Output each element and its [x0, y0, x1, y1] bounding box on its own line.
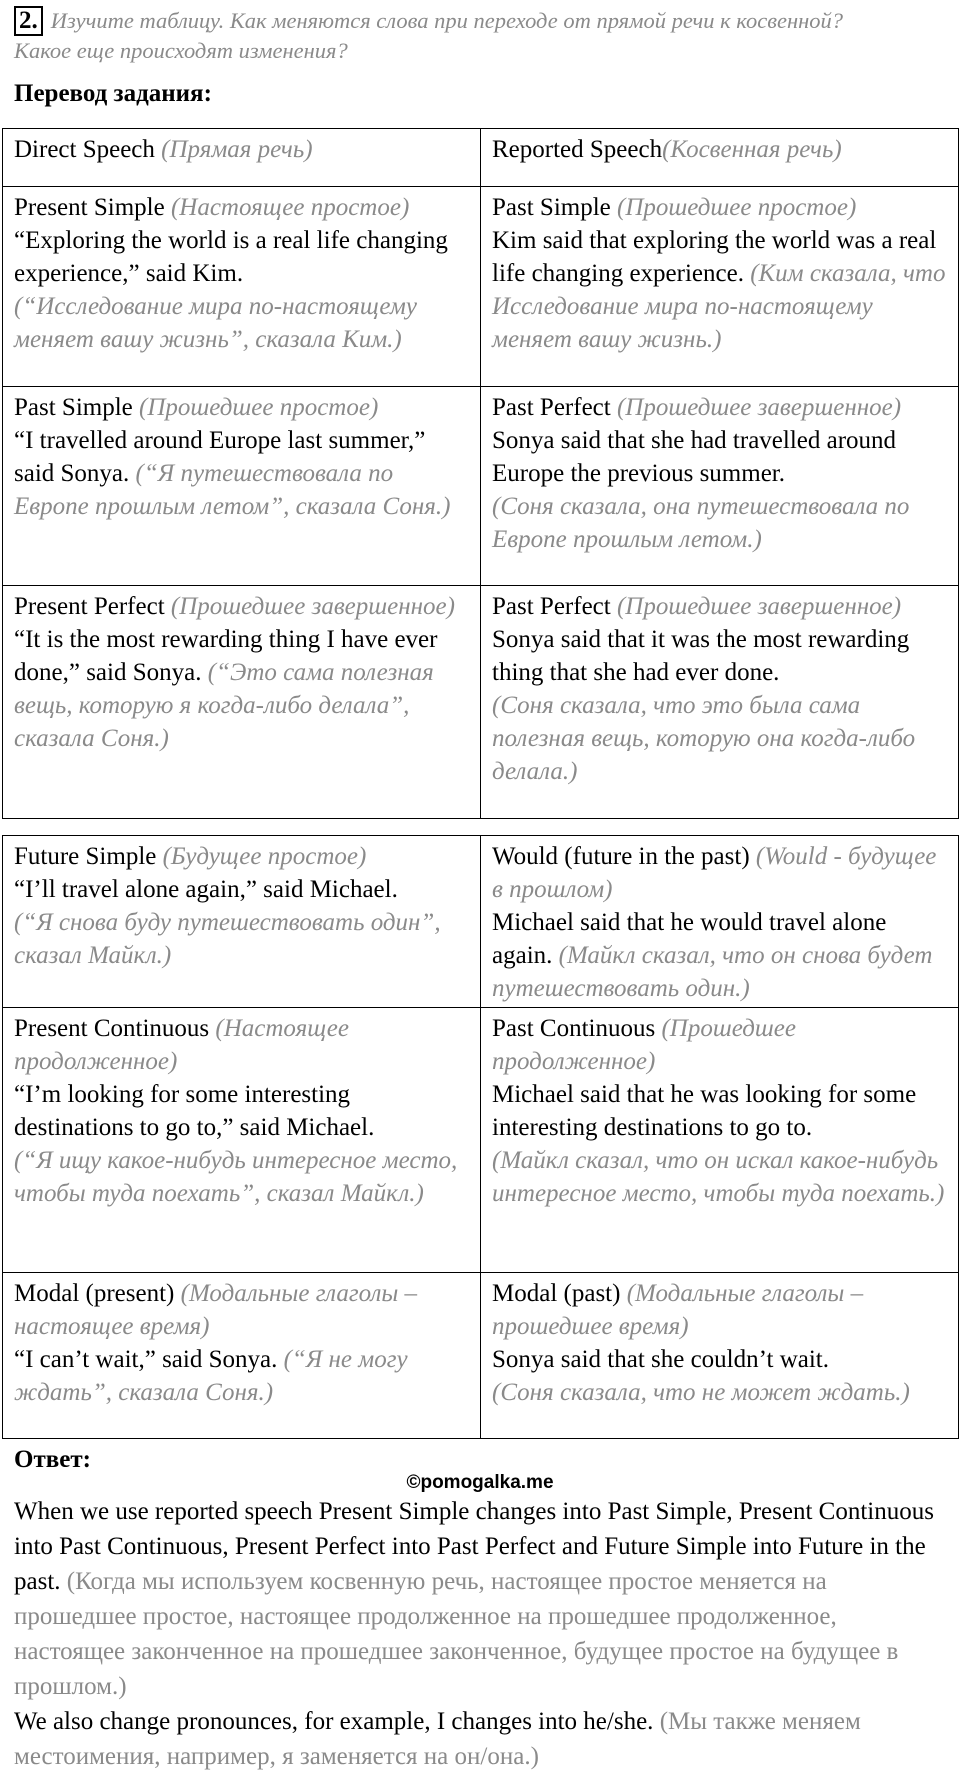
reported-cell [481, 836, 959, 1008]
table-row [3, 1008, 959, 1273]
direct-cell [3, 586, 481, 819]
example-sentence: “I travelled around Europe last summer,” said Sonya. [14, 427, 426, 487]
tense-label: Would (future in the past) [492, 843, 750, 870]
tense-label-ru: (Модальные глаголы – настоящее время) [14, 1280, 418, 1340]
header-reported-ru: (Косвенная речь) [662, 136, 842, 163]
tense-label-ru: (Модальные глаголы – прошедшее время) [492, 1280, 864, 1340]
translation-title: Перевод задания: [14, 80, 212, 107]
tense-label: Modal (present) [14, 1280, 175, 1307]
answer-p2-ru: (Мы также меняем местоимения, например, я заменяется на он/она.) [14, 1708, 861, 1770]
direct-cell [3, 187, 481, 387]
example-sentence-wrap [492, 906, 948, 1005]
tense-label-ru: (Настоящее простое) [170, 194, 410, 221]
header-reported-cell [481, 129, 959, 187]
tense-label-ru: (Прошедшее завершенное) [616, 394, 902, 421]
table-row [3, 1273, 959, 1439]
example-sentence: “I can’t wait,” said Sonya. [14, 1346, 278, 1373]
tense-label: Present Simple [14, 194, 165, 221]
header-direct-cell [3, 129, 481, 187]
example-sentence-ru: (“Это сама полезная вещь, которую я когда-либо делала”, сказала Соня.) [14, 659, 434, 752]
tense-label: Past Perfect [492, 593, 611, 620]
example-sentence-wrap [492, 224, 948, 356]
example-sentence: “Exploring the world is a real life changing experience,” said Kim. [14, 227, 448, 287]
answer-paragraph-1 [14, 1494, 949, 1704]
answer-p1-ru: (Когда мы используем косвенную речь, настоящее простое меняется на прошедшее простое, настоящее продолженное на прошедшее продолженное, настоящее законченное на прошедшее законченное, будущее простое на будущее в прошлом.) [14, 1568, 899, 1700]
reported-cell [481, 387, 959, 586]
example-sentence-wrap [14, 623, 470, 755]
example-sentence: Kim said that exploring the world was a real life changing experience. [492, 227, 937, 287]
example-sentence-wrap [14, 424, 470, 523]
task-instruction-line1: Изучите таблицу. Как меняются слова при переходе от прямой речи к косвенной? [50, 8, 844, 33]
tense-label-ru: (Прошедшее простое) [617, 194, 857, 221]
example-sentence: “I’ll travel alone again,” said Michael. [14, 876, 398, 903]
example-sentence: “It is the most rewarding thing I have ever done,” said Sonya. [14, 626, 438, 686]
reported-cell [481, 1273, 959, 1439]
example-sentence-ru: (“Я снова буду путешествовать один”, сказал Майкл.) [14, 909, 441, 969]
tense-label: Past Perfect [492, 394, 611, 421]
reported-cell [481, 586, 959, 819]
table-header-row [3, 129, 959, 187]
tense-label-ru: (Прошедшее продолженное) [492, 1015, 796, 1075]
example-sentence-ru: (Соня сказала, что это была сама полезная вещь, которую она когда-либо делала.) [492, 692, 916, 785]
tense-label-ru: (Прошедшее завершенное) [170, 593, 455, 620]
example-sentence-ru: (Соня сказала, она путешествовала по Европе прошлым летом.) [492, 493, 910, 553]
table-row [3, 187, 959, 387]
reported-cell [481, 1008, 959, 1273]
answer-text [14, 1494, 949, 1774]
direct-cell [3, 387, 481, 586]
tense-label: Present Perfect [14, 593, 165, 620]
answer-p1-en: When we use reported speech Present Simple changes into Past Simple, Present Continuous into Past Continuous, Present Perfect into Past Perfect and Future Simple into Future in the past. [14, 1498, 934, 1595]
task-number: 2. [14, 6, 43, 36]
tense-label-ru: (Настоящее продолженное) [14, 1015, 349, 1075]
example-sentence-ru: (Соня сказала, что не может ждать.) [492, 1379, 910, 1406]
example-sentence: Sonya said that she couldn’t wait. [492, 1346, 829, 1373]
tense-label: Past Continuous [492, 1015, 656, 1042]
direct-cell [3, 836, 481, 1008]
example-sentence-wrap [14, 1343, 470, 1409]
tense-label: Present Continuous [14, 1015, 210, 1042]
example-sentence: Sonya said that she had travelled around Europe the previous summer. [492, 427, 897, 487]
tense-label-ru: (Прошедшее простое) [139, 394, 379, 421]
answer-p2-en: We also change pronounces, for example, I changes into he/she. [14, 1708, 654, 1735]
task-instruction [14, 8, 944, 66]
speech-table-part-2 [2, 835, 959, 1439]
example-sentence-ru: (“Я ищу какое-нибудь интересное место, чтобы туда поехать”, сказал Майкл.) [14, 1147, 458, 1207]
watermark: ©pomogalka.me [406, 1472, 554, 1493]
tense-label-ru: (Would - будущее в прошлом) [492, 843, 937, 903]
header-direct-ru: (Прямая речь) [161, 136, 313, 163]
header-direct: Direct Speech [14, 136, 155, 163]
example-sentence-ru: (Майкл сказал, что он снова будет путешествовать один.) [492, 942, 933, 1002]
table-row [3, 586, 959, 819]
reported-cell [481, 187, 959, 387]
tense-label: Past Simple [14, 394, 133, 421]
example-sentence-ru: (“Я не могу ждать”, сказала Соня.) [14, 1346, 408, 1406]
tense-label-ru: (Прошедшее завершенное) [616, 593, 902, 620]
example-sentence-ru: (“Исследование мира по-настоящему меняет вашу жизнь”, сказала Ким.) [14, 293, 417, 353]
example-sentence-ru: (Майкл сказал, что он искал какое-нибудь интересное место, чтобы туда поехать.) [492, 1147, 945, 1207]
table-row [3, 836, 959, 1008]
tense-label: Modal (past) [492, 1280, 621, 1307]
table-row [3, 387, 959, 586]
example-sentence: Michael said that he would travel alone again. [492, 909, 887, 969]
task-header [14, 6, 944, 66]
answer-title: Ответ: [14, 1446, 91, 1473]
example-sentence-ru: (Ким сказала, что Исследование мира по-настоящему меняет вашу жизнь.) [492, 260, 946, 353]
example-sentence: Sonya said that it was the most rewarding thing that she had ever done. [492, 626, 910, 686]
tense-label: Past Simple [492, 194, 611, 221]
example-sentence: “I’m looking for some interesting destinations to go to,” said Michael. [14, 1081, 375, 1141]
speech-table-part-1 [2, 128, 959, 819]
direct-cell [3, 1008, 481, 1273]
header-reported: Reported Speech [492, 136, 663, 163]
example-sentence: Michael said that he was looking for some interesting destinations to go to. [492, 1081, 917, 1141]
example-sentence-ru: (“Я путешествовала по Европе прошлым летом”, сказала Соня.) [14, 460, 451, 520]
tense-label-ru: (Будущее простое) [162, 843, 367, 870]
task-instruction-line2: Какое еще происходят изменения? [14, 38, 348, 63]
answer-paragraph-2 [14, 1704, 949, 1774]
direct-cell [3, 1273, 481, 1439]
tense-label: Future Simple [14, 843, 157, 870]
